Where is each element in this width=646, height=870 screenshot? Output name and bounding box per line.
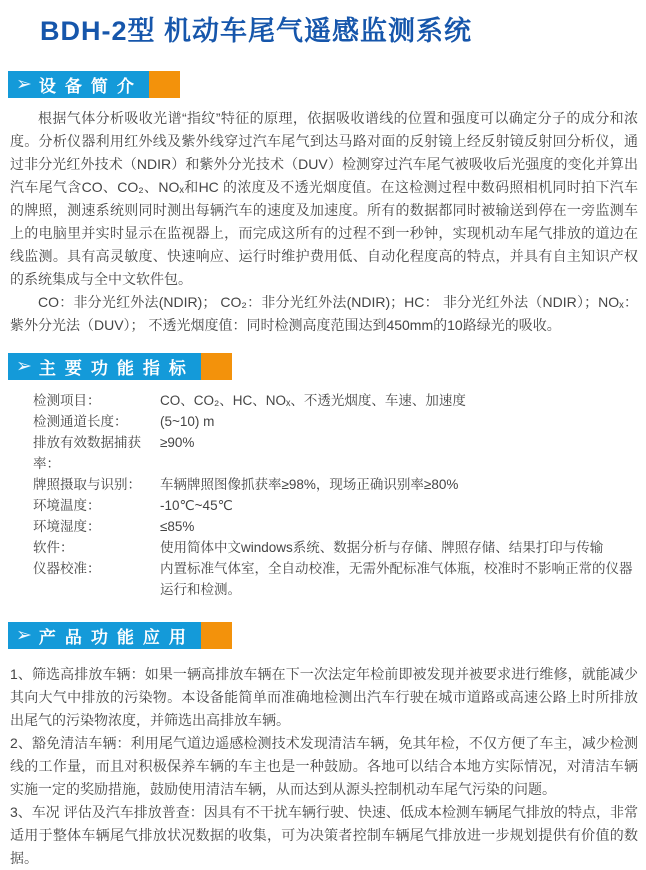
section-banner-blue-bar: [8, 353, 201, 380]
banner-orange-block: [149, 71, 180, 98]
application-item-2: 2、豁免清洁车辆：利用尾气道边遥感检测技术发现清洁车辆，免其年检，不仅方便了车主，减少检测线的工作量，而且对积极保养车辆的车主也是一种鼓励。各地可以结合本地方实际情况，对清洁车辆实施一定的奖励措施，鼓励使用清洁车辆，从而达到从源头控制机动车尾气污染的问题。: [10, 735, 638, 797]
spec-label: 排放有效数据捕获率：: [33, 435, 141, 471]
device-intro-body: [0, 107, 646, 337]
application-item-1: 1、筛选高排放车辆：如果一辆高排放车辆在下一次法定年检前即被发现并被要求进行维修，就能减少其向大气中排放的污染物。本设备能简单而准确地检测出汽车行驶在城市道路或高速公路上时所排放出尾气的污染物浓度，并筛选出高排放车辆。: [10, 666, 638, 728]
section-banner-applications: [8, 622, 646, 649]
document-page: [0, 14, 646, 866]
banner-orange-block: [201, 353, 232, 380]
spec-row-calibration: [0, 558, 646, 600]
spec-row-ambient-temperature: [0, 495, 646, 516]
spec-row-software: [0, 537, 646, 558]
application-item-3: 3、车况 评估及汽车排放普查：因具有不干扰车辆行驶、快速、低成本检测车辆尾气排放的特点，非常适用于整体车辆尾气排放状况数据的收集，可为决策者控制车辆尾气排放进一步规划提供有价值的数据。: [10, 804, 638, 866]
section-banner-main-specs: [8, 353, 646, 380]
spec-value: ≤85%: [160, 519, 195, 534]
spec-row-detect-items: [0, 390, 646, 411]
spec-value: ≥90%: [160, 435, 195, 450]
spec-label: 环境湿度：: [33, 519, 101, 534]
spec-value: 内置标准气体室，全自动校准，无需外配标准气体瓶，校准时不影响正常的仪器运行和检测。: [160, 561, 633, 597]
section-banner-blue-bar: [8, 71, 149, 98]
spec-value: 使用简体中文windows系统、数据分析与存储、牌照存储、结果打印与传输: [160, 540, 604, 555]
spec-table: [0, 390, 646, 600]
spec-label: 牌照摄取与识别：: [33, 477, 141, 492]
spec-row-plate-recognition: [0, 474, 646, 495]
section-heading-applications: 产品功能应用: [38, 628, 195, 647]
spec-value: (5~10) m: [160, 414, 215, 429]
spec-label: 软件：: [33, 540, 74, 555]
section-banner-device-intro: [8, 71, 646, 98]
spec-label: 仪器校准：: [33, 561, 101, 576]
banner-orange-block: [201, 622, 232, 649]
arrowhead-icon: ➢: [16, 356, 32, 377]
spec-row-ambient-humidity: [0, 516, 646, 537]
spec-value: CO、CO₂、HC、NOₓ、不透光烟度、车速、加速度: [160, 393, 466, 408]
spec-value: 车辆牌照图像抓获率≥98%，现场正确识别率≥80%: [160, 477, 459, 492]
applications-body: [0, 663, 646, 870]
spec-value: -10℃~45℃: [160, 498, 233, 513]
section-heading-device-intro: 设备简介: [38, 77, 143, 96]
spec-label: 环境温度：: [33, 498, 101, 513]
spec-row-channel-length: [0, 411, 646, 432]
arrowhead-icon: ➢: [16, 74, 32, 95]
spec-label: 检测项目：: [33, 393, 101, 408]
spec-row-capture-rate: [0, 432, 646, 474]
intro-paragraph-1: 根据气体分析吸收光谱“指纹”特征的原理，依据吸收谱线的位置和强度可以确定分子的成分和浓度。分析仪器利用红外线及紫外线穿过汽车尾气到达马路对面的反射镜上经反射镜反射回分析仪，通过非分光红外技术（NDIR）和紫外分光技术（DUV）检测穿过汽车尾气被吸收后光强度的变化并算出汽车尾气含CO、CO₂、NOₓ和HC 的浓度及不透光烟度值。在这检测过程中数码照相机同时拍下汽车的牌照，测速系统则同时测出每辆汽车的速度及加速度。所有的数据都同时被输送到停在一旁监测车上的电脑里并实时显示在监视器上，而完成这所有的过程不到一秒钟，实现机动车尾气排放的道边在线监测。具有高灵敏度、快速响应、运行时维护费用低、自动化程度高的特点，并具有自主知识产权的系统集成与全中文软件包。: [10, 110, 638, 287]
arrowhead-icon: ➢: [16, 625, 32, 646]
section-banner-blue-bar: [8, 622, 201, 649]
section-heading-main-specs: 主要功能指标: [38, 359, 195, 378]
intro-paragraph-2: CO：非分光红外法(NDIR)； CO₂：非分光红外法(NDIR)；HC： 非分光红外法（NDIR）；NOₓ： 紫外分光法（DUV）； 不透光烟度值：同时检测高度范围达到450mm的10路绿光的吸收。: [10, 294, 638, 333]
page-title: BDH-2型 机动车尾气遥感监测系统: [40, 16, 473, 46]
spec-label: 检测通道长度：: [33, 414, 128, 429]
